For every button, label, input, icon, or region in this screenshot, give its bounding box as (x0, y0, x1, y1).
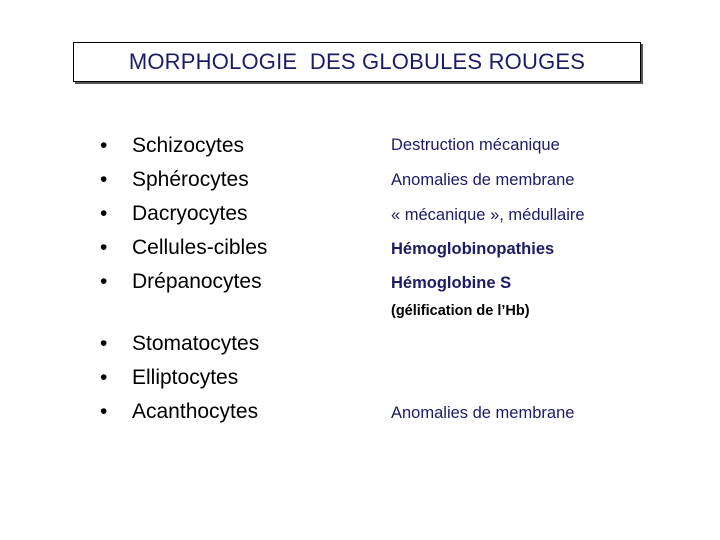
list-item-acanthocytes: • Acanthocytes (100, 395, 259, 429)
title-box (73, 42, 641, 82)
list-item-cellules-cibles: • Cellules-cibles (100, 231, 267, 265)
cause-acanthocytes: Anomalies de membrane (391, 404, 575, 422)
page-title: MORPHOLOGIE DES GLOBULES ROUGES (128, 49, 586, 74)
cause-schizocytes: Destruction mécanique (391, 136, 560, 154)
list-item-stomatocytes: • Stomatocytes (100, 327, 259, 361)
list-item-spherocytes: • Sphérocytes (100, 163, 267, 197)
cause-cellules-cibles: Hémoglobinopathies (391, 240, 555, 258)
list-item-elliptocytes: • Elliptocytes (100, 361, 259, 395)
list-item-drepanocytes: • Drépanocytes (100, 265, 267, 299)
cause-dacryocytes: « mécanique », médullaire (391, 206, 585, 224)
list-item-schizocytes: • Schizocytes (100, 129, 267, 163)
bullet-list-secondary (100, 327, 259, 429)
cause-drepanocytes-note: (gélification de l’Hb) (391, 303, 530, 319)
bullet-list-primary (100, 129, 267, 299)
cause-spherocytes: Anomalies de membrane (391, 171, 575, 189)
list-item-dacryocytes: • Dacryocytes (100, 197, 267, 231)
cause-drepanocytes: Hémoglobine S (391, 274, 512, 292)
